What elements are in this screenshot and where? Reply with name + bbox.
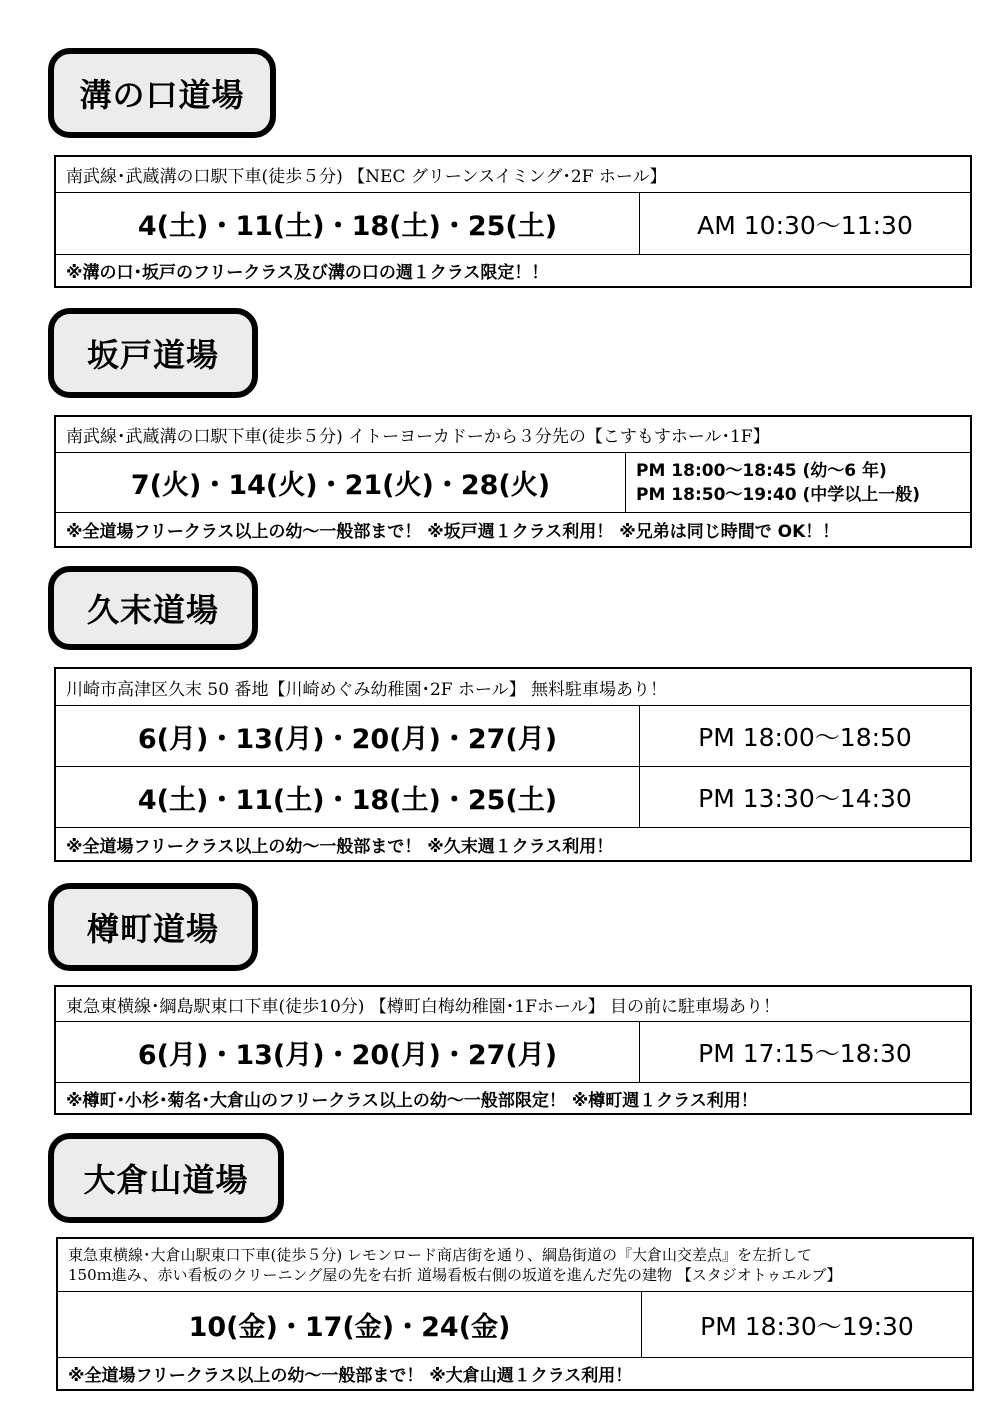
class-dates: 7(火)・14(火)・21(火)・28(火) xyxy=(56,453,626,512)
note-text: ※全道場フリークラス以上の幼〜一般部まで！ ※大倉山週１クラス利用！ xyxy=(68,1366,633,1386)
dojo-title-mizonokuchi: 溝の口道場 xyxy=(48,48,276,138)
location-text: 東急東横線･綱島駅東口下車(徒歩10分) 【樽町白梅幼稚園･1Fホール】 目の前に駐車場あり！ xyxy=(66,996,780,1017)
class-times xyxy=(626,453,970,512)
schedule-table-tarumachi xyxy=(54,985,972,1115)
dojo-title-sakado: 坂戸道場 xyxy=(48,308,258,398)
note-text: ※全道場フリークラス以上の幼〜一般部まで！ ※坂戸週１クラス利用！ ※兄弟は同じ時間で OK！！ xyxy=(66,522,840,542)
schedule-table-okurayama xyxy=(56,1237,974,1391)
note-text: ※溝の口･坂戸のフリークラス及び溝の口の週１クラス限定！！ xyxy=(66,263,549,283)
class-dates: 6(月)・13(月)・20(月)・27(月) xyxy=(56,1022,640,1082)
class-dates: 4(土)・11(土)・18(土)・25(土) xyxy=(56,767,640,827)
class-dates: 4(土)・11(土)・18(土)・25(土) xyxy=(56,193,640,254)
class-time: AM 10:30〜11:30 xyxy=(697,210,913,240)
class-time: PM 17:15〜18:30 xyxy=(698,1039,912,1068)
note-text: ※樽町･小杉･菊名･大倉山のフリークラス以上の幼〜一般部限定！ ※樽町週１クラス利用！ xyxy=(66,1090,758,1111)
schedule-table-sakado xyxy=(54,415,972,548)
dojo-title-hisasue: 久末道場 xyxy=(48,566,258,650)
class-dates: 10(金)・17(金)・24(金) xyxy=(58,1292,642,1357)
schedule-table-mizonokuchi xyxy=(54,155,972,288)
location-line-1: 東急東横線･大倉山駅東口下車(徒歩５分) レモンロード商店街を通り、綱島街道の『大倉山交差点』を左折して xyxy=(68,1246,812,1264)
location-text xyxy=(58,1239,852,1291)
class-time: PM 18:30〜19:30 xyxy=(700,1311,914,1341)
schedule-table-hisasue xyxy=(54,667,972,862)
location-line-2: 150ｍ進み、赤い看板のクリーニング屋の先を右折 道場看板右側の坂道を進んだ先の建物 【スタジオトゥエルブ】 xyxy=(68,1266,842,1284)
class-time: PM 18:00〜18:50 xyxy=(698,723,912,752)
class-dates: 6(月)・13(月)・20(月)・27(月) xyxy=(56,706,640,766)
class-time-kids: PM 18:00〜18:45 (幼〜6 年) xyxy=(636,460,887,481)
dojo-title-okurayama: 大倉山道場 xyxy=(48,1133,284,1223)
class-time-general: PM 18:50〜19:40 (中学以上一般) xyxy=(636,484,920,505)
note-text: ※全道場フリークラス以上の幼〜一般部まで！ ※久末週１クラス利用！ xyxy=(66,836,614,857)
dojo-title-tarumachi: 樽町道場 xyxy=(48,883,258,971)
location-text: 川崎市高津区久末 50 番地【川崎めぐみ幼稚園･2F ホール】 無料駐車場あり！ xyxy=(66,679,668,700)
location-text: 南武線･武蔵溝の口駅下車(徒歩５分) 【NEC グリーンスイミング･2F ホール】 xyxy=(66,167,667,187)
class-time: PM 13:30〜14:30 xyxy=(698,784,912,813)
location-text: 南武線･武蔵溝の口駅下車(徒歩５分) イトーヨーカドーから３分先の【こすもすホール･1F】 xyxy=(66,427,770,447)
